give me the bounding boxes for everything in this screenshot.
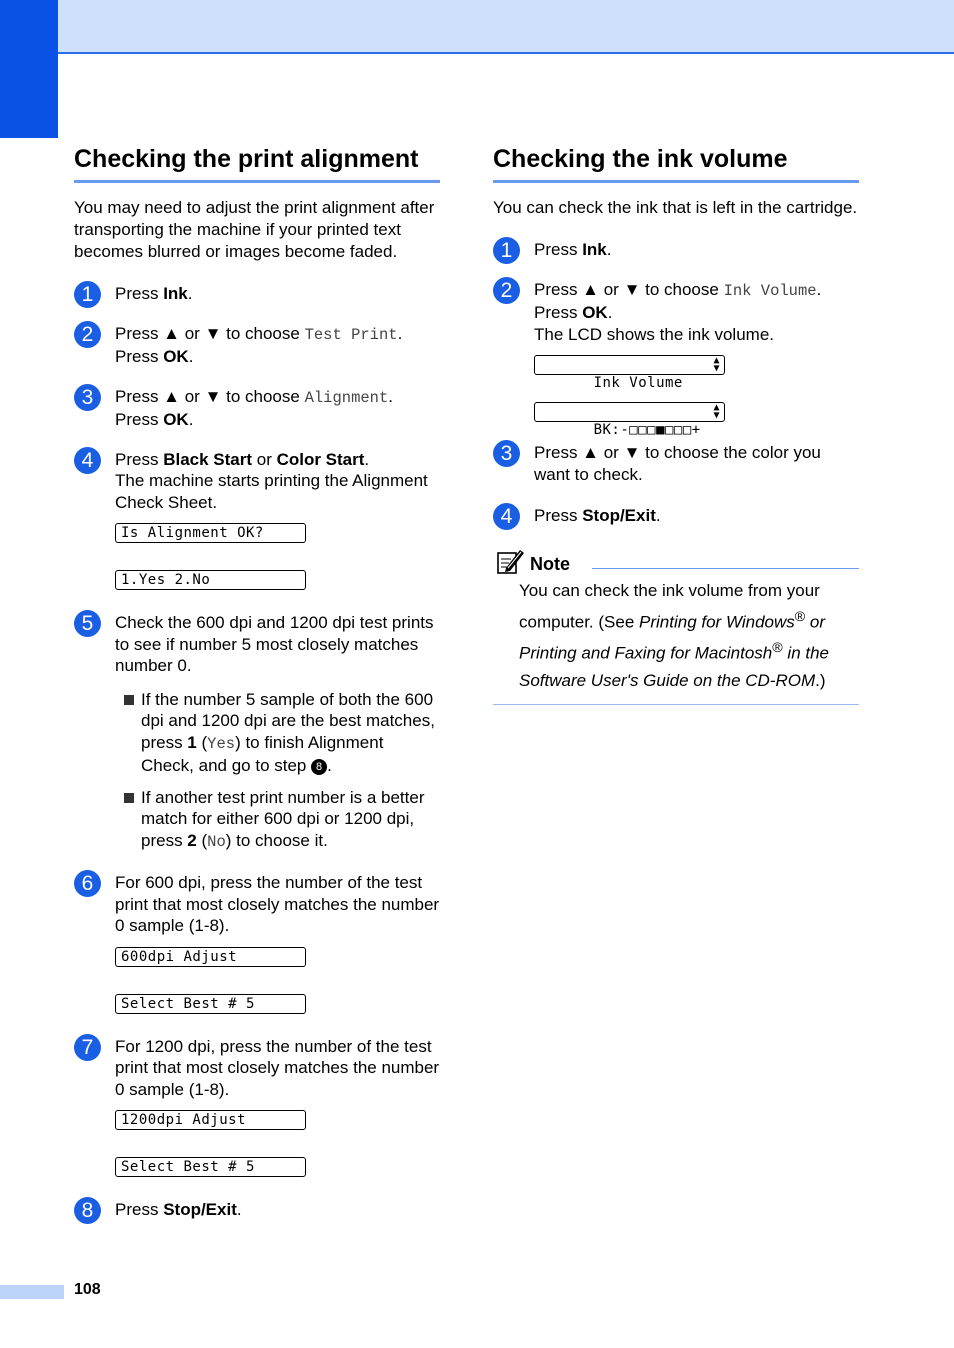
key-ok: OK [163, 347, 189, 366]
bullet-text: If another test print number is a better match for either 600 dpi or 1200 dpi, press [141, 787, 425, 850]
note-title: Note [530, 553, 570, 574]
intro-ink-volume: You can check the ink that is left in the cartridge. [493, 198, 858, 217]
key-ok: OK [582, 303, 608, 322]
step-text: . [188, 347, 194, 366]
bullet-item [115, 787, 440, 854]
up-down-arrows-icon: ▲ ▼ [713, 355, 720, 374]
section-title-print-alignment: Checking the print alignment [74, 140, 440, 183]
key-ok: OK [163, 410, 189, 429]
step-text: Press ▲ or ▼ to choose [534, 279, 724, 299]
note-pencil-icon [496, 547, 526, 575]
alignment-step-5 [74, 612, 440, 853]
menu-option: Test Print [304, 325, 398, 344]
step-number-badge: 5 [74, 610, 101, 637]
alignment-step-2 [74, 323, 440, 368]
note-box [493, 547, 859, 705]
note-text-part: .) [815, 670, 826, 690]
ink-step-4 [493, 505, 859, 527]
alignment-step-3 [74, 386, 440, 431]
step-number-badge: 1 [74, 281, 101, 308]
key-1: 1 [187, 732, 197, 752]
step-text: For 600 dpi, press the number of the test print that most closely matches the number 0 sample (1-8). [115, 873, 440, 935]
note-bottom-rule [493, 704, 859, 705]
step-text: . [655, 506, 661, 525]
note-rule [592, 568, 859, 569]
step-text: . [364, 449, 370, 469]
step-number-badge: 2 [74, 321, 101, 348]
key-ink: Ink [582, 240, 607, 259]
lcd-text: BK:-□□□■□□□+ [593, 422, 701, 438]
step-text: or [252, 449, 277, 469]
note-reference: in the Software User's Guide on the CD-ROM [519, 643, 829, 690]
step-text: Press [534, 303, 583, 322]
step-text: . [187, 284, 193, 303]
lcd-display-ink-volume [534, 355, 725, 391]
step-text: The machine starts printing the Alignment Check Sheet. [115, 471, 428, 512]
page-number: 108 [74, 1281, 101, 1298]
lcd-display: 600dpi Adjust [115, 947, 306, 967]
registered-mark: ® [794, 608, 806, 625]
step-text: . [388, 386, 394, 406]
note-header [493, 547, 859, 575]
ink-step-3 [493, 442, 859, 485]
key-color-start: Color Start [276, 449, 365, 469]
lcd-display: 1.Yes 2.No [115, 570, 306, 590]
step-text: . [397, 323, 403, 343]
step-number-badge: 4 [493, 503, 520, 530]
step-text: Press [534, 240, 583, 259]
bullet-text: ) to finish Alignment Check, and go to step [141, 732, 384, 775]
step-reference-badge: 8 [311, 759, 327, 775]
key-black-start: Black Start [163, 449, 253, 469]
bullet-item [115, 689, 440, 777]
alignment-step-1 [74, 283, 440, 305]
step-text: . [816, 279, 822, 299]
step-text: Press [115, 449, 164, 469]
menu-option: Yes [207, 734, 236, 753]
step-text: . [606, 240, 612, 259]
lcd-display: Select Best # 5 [115, 994, 306, 1014]
step-number-badge: 7 [74, 1034, 101, 1061]
step-text: . [607, 303, 613, 322]
chapter-tab [0, 0, 58, 138]
step-number-badge: 6 [74, 870, 101, 897]
step-number-badge: 3 [493, 440, 520, 467]
step-text: Press [115, 347, 164, 366]
lcd-display: Select Best # 5 [115, 1157, 306, 1177]
lcd-display-ink-level [534, 402, 725, 438]
step-text: Press ▲ or ▼ to choose the color you want to check. [534, 443, 821, 484]
lcd-display: 1200dpi Adjust [115, 1110, 306, 1130]
intro-print-alignment: You may need to adjust the print alignment after transporting the machine if your printed text becomes blurred or images become faded. [74, 198, 435, 261]
footer-band [0, 1285, 64, 1299]
key-stop-exit: Stop/Exit [163, 1200, 237, 1219]
menu-option: Alignment [304, 388, 389, 407]
step-text: For 1200 dpi, press the number of the test print that most closely matches the number 0 sample (1-8). [115, 1036, 440, 1099]
step-text: Press [115, 410, 164, 429]
menu-option: Ink Volume [723, 281, 817, 300]
key-2: 2 [187, 830, 197, 850]
step-text: Press [115, 1200, 164, 1219]
note-reference: Printing for Windows [639, 612, 795, 632]
step-number-badge: 8 [74, 1197, 101, 1224]
step-number-badge: 2 [493, 277, 520, 304]
note-text-part: You can check the ink volume from your computer. (See [519, 580, 820, 632]
bullet-text: ( [196, 732, 208, 752]
step-text: . [236, 1200, 242, 1219]
step-number-badge: 3 [74, 384, 101, 411]
alignment-step-8 [74, 1199, 440, 1221]
step-number-badge: 1 [493, 237, 520, 264]
step-text: Press ▲ or ▼ to choose [115, 323, 305, 343]
step-text: The LCD shows the ink volume. [534, 324, 774, 344]
menu-option: No [207, 832, 226, 851]
alignment-step-4 [74, 449, 440, 591]
note-reference: or Printing and Faxing for Macintosh [519, 612, 826, 663]
step-text: . [188, 410, 194, 429]
header-band [0, 0, 954, 54]
registered-mark: ® [772, 640, 783, 657]
bullet-text: . [327, 756, 332, 775]
note-text [493, 577, 859, 694]
key-stop-exit: Stop/Exit [582, 506, 656, 525]
ink-step-1 [493, 239, 859, 261]
ink-step-2 [493, 278, 859, 438]
step-text: Check the 600 dpi and 1200 dpi test prints to see if number 5 most closely matches number 0. [115, 613, 434, 675]
alignment-step-7 [74, 1036, 440, 1178]
lcd-display: Is Alignment OK? [115, 523, 306, 543]
alignment-step-6 [74, 872, 440, 1014]
step-text: Press [115, 284, 164, 303]
step-text: Press ▲ or ▼ to choose [115, 386, 305, 406]
bullet-text: ( [196, 830, 208, 850]
up-down-arrows-icon: ▲ ▼ [713, 402, 720, 421]
step-text: Press [534, 506, 583, 525]
section-print-alignment [74, 140, 440, 1221]
bullet-text: If the number 5 sample of both the 600 dpi and 1200 dpi are the best matches, press [141, 689, 435, 752]
lcd-text: Ink Volume [593, 375, 683, 391]
key-ink: Ink [163, 284, 188, 303]
section-title-ink-volume: Checking the ink volume [493, 140, 859, 183]
bullet-text: ) to choose it. [225, 830, 328, 850]
step-number-badge: 4 [74, 447, 101, 474]
section-ink-volume [493, 140, 859, 705]
